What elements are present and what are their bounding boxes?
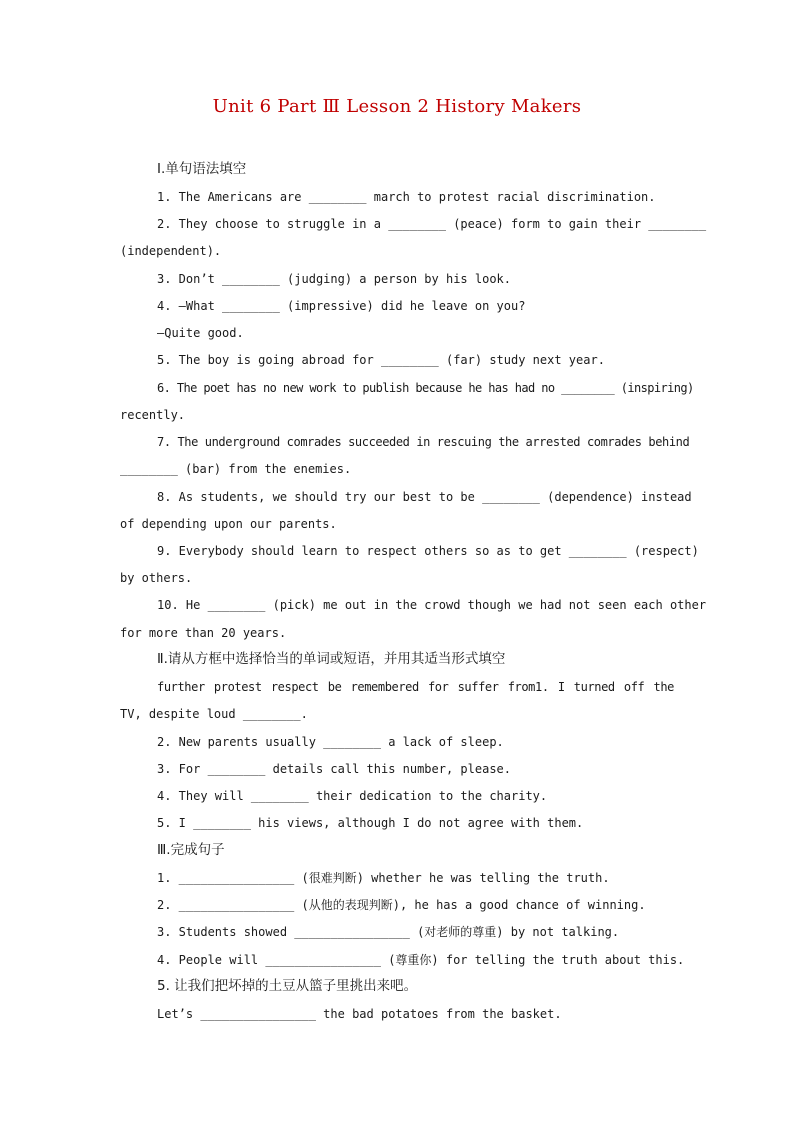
s1-question-10: 10. He ________ (pick) me out in the crowd though we had not seen each other — [157, 598, 707, 612]
s3-question-5: 5. 让我们把坏掉的土豆从篮子里挑出来吧。 — [157, 978, 418, 994]
s1-question-10-cont: for more than 20 years. — [120, 626, 287, 640]
s1-question-6-cont: recently. — [120, 408, 186, 422]
s1-question-9-cont: by others. — [120, 571, 193, 585]
s1-question-8: 8. As students, we should try our best to be ________ (dependence) instead — [157, 490, 692, 504]
s2-word-box-and-question-1: further protest respect be remembered for suffer from1. I turned off the — [157, 680, 674, 694]
s3-question-2: 2. ________________ (从他的表现判断), he has a good chance of winning. — [157, 898, 646, 912]
s1-question-9: 9. Everybody should learn to respect others so as to get ________ (respect) — [157, 544, 699, 558]
s2-question-3: 3. For ________ details call this number, please. — [157, 762, 512, 776]
section3-heading: Ⅲ.完成句子 — [157, 842, 225, 858]
s1-question-3: 3. Don’t ________ (judging) a person by his look. — [157, 272, 512, 286]
s3-question-1: 1. ________________ (很难判断) whether he was telling the truth. — [157, 871, 610, 885]
s2-question-1-cont: TV, despite loud ________. — [120, 707, 308, 721]
s1-question-1: 1. The Americans are ________ march to protest racial discrimination. — [157, 190, 656, 204]
s2-question-2: 2. New parents usually ________ a lack of sleep. — [157, 735, 504, 749]
s1-question-7-cont: ________ (bar) from the enemies. — [120, 462, 352, 476]
page-title: Unit 6 Part Ⅲ Lesson 2 History Makers — [212, 96, 582, 117]
s1-question-2-cont: (independent). — [120, 244, 222, 258]
s1-question-6: 6. The poet has no new work to publish because he has had no ________ (inspiring) — [157, 381, 694, 395]
s1-question-4: 4. —What ________ (impressive) did he leave on you? — [157, 299, 526, 313]
s3-question-4: 4. People will ________________ (尊重你) for telling the truth about this. — [157, 953, 685, 967]
section2-heading: Ⅱ.请从方框中选择恰当的单词或短语，并用其适当形式填空 — [157, 651, 506, 667]
s1-question-8-cont: of depending upon our parents. — [120, 517, 337, 531]
s1-question-5: 5. The boy is going abroad for ________ (far) study next year. — [157, 353, 605, 367]
s1-question-7: 7. The underground comrades succeeded in rescuing the arrested comrades behind — [157, 435, 690, 449]
s1-question-4-answer: —Quite good. — [157, 326, 244, 340]
section1-heading: Ⅰ.单句语法填空 — [157, 161, 247, 177]
s1-question-2: 2. They choose to struggle in a ________ (peace) form to gain their ________ — [157, 217, 707, 231]
s3-question-3: 3. Students showed ________________ (对老师的尊重) by not talking. — [157, 925, 620, 939]
s2-question-5: 5. I ________ his views, although I do not agree with them. — [157, 816, 584, 830]
s3-question-5-answer-line: Let’s ________________ the bad potatoes from the basket. — [157, 1007, 562, 1021]
s2-question-4: 4. They will ________ their dedication to the charity. — [157, 789, 548, 803]
